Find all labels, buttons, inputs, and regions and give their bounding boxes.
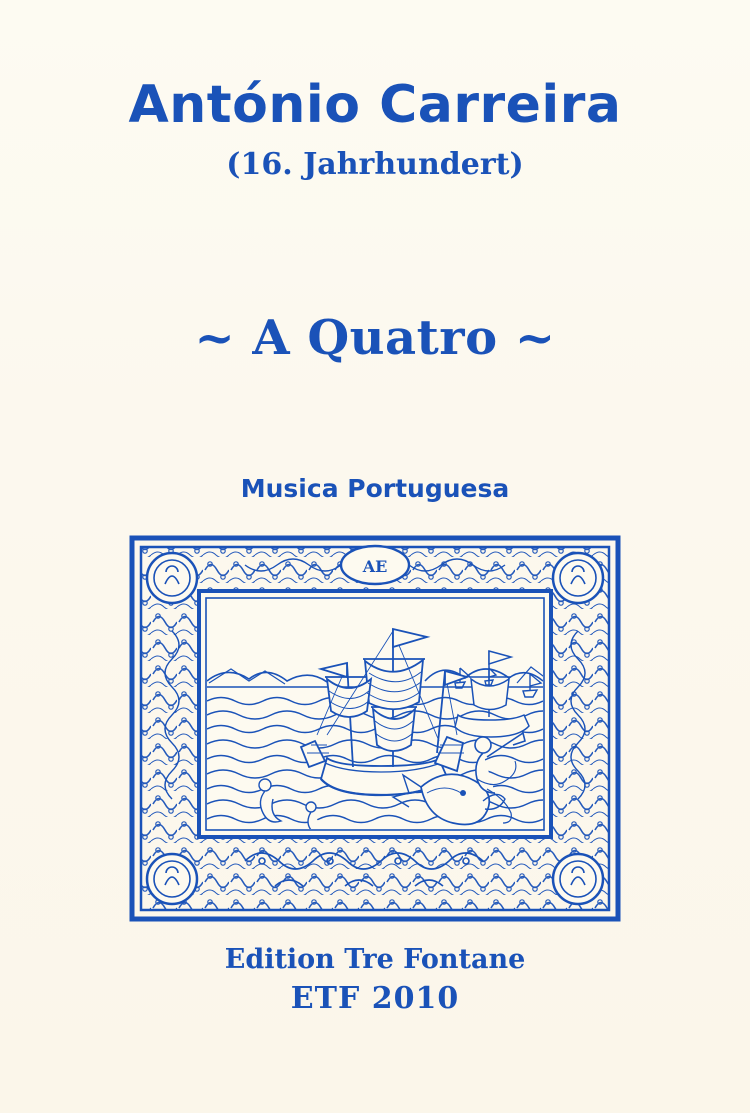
svg-text:AE: AE: [362, 556, 388, 576]
cover-illustration: [125, 531, 625, 926]
series-name: Musica Portuguesa: [240, 473, 510, 503]
composer-name: António Carreira: [128, 75, 622, 135]
work-title: ~ A Quatro ~: [194, 309, 556, 366]
composer-period: (16. Jahrhundert): [226, 146, 524, 182]
publisher-name: Edition Tre Fontane: [224, 943, 526, 975]
woodcut-ships-icon: [125, 531, 625, 926]
catalog-number: ETF 2010: [290, 980, 460, 1016]
